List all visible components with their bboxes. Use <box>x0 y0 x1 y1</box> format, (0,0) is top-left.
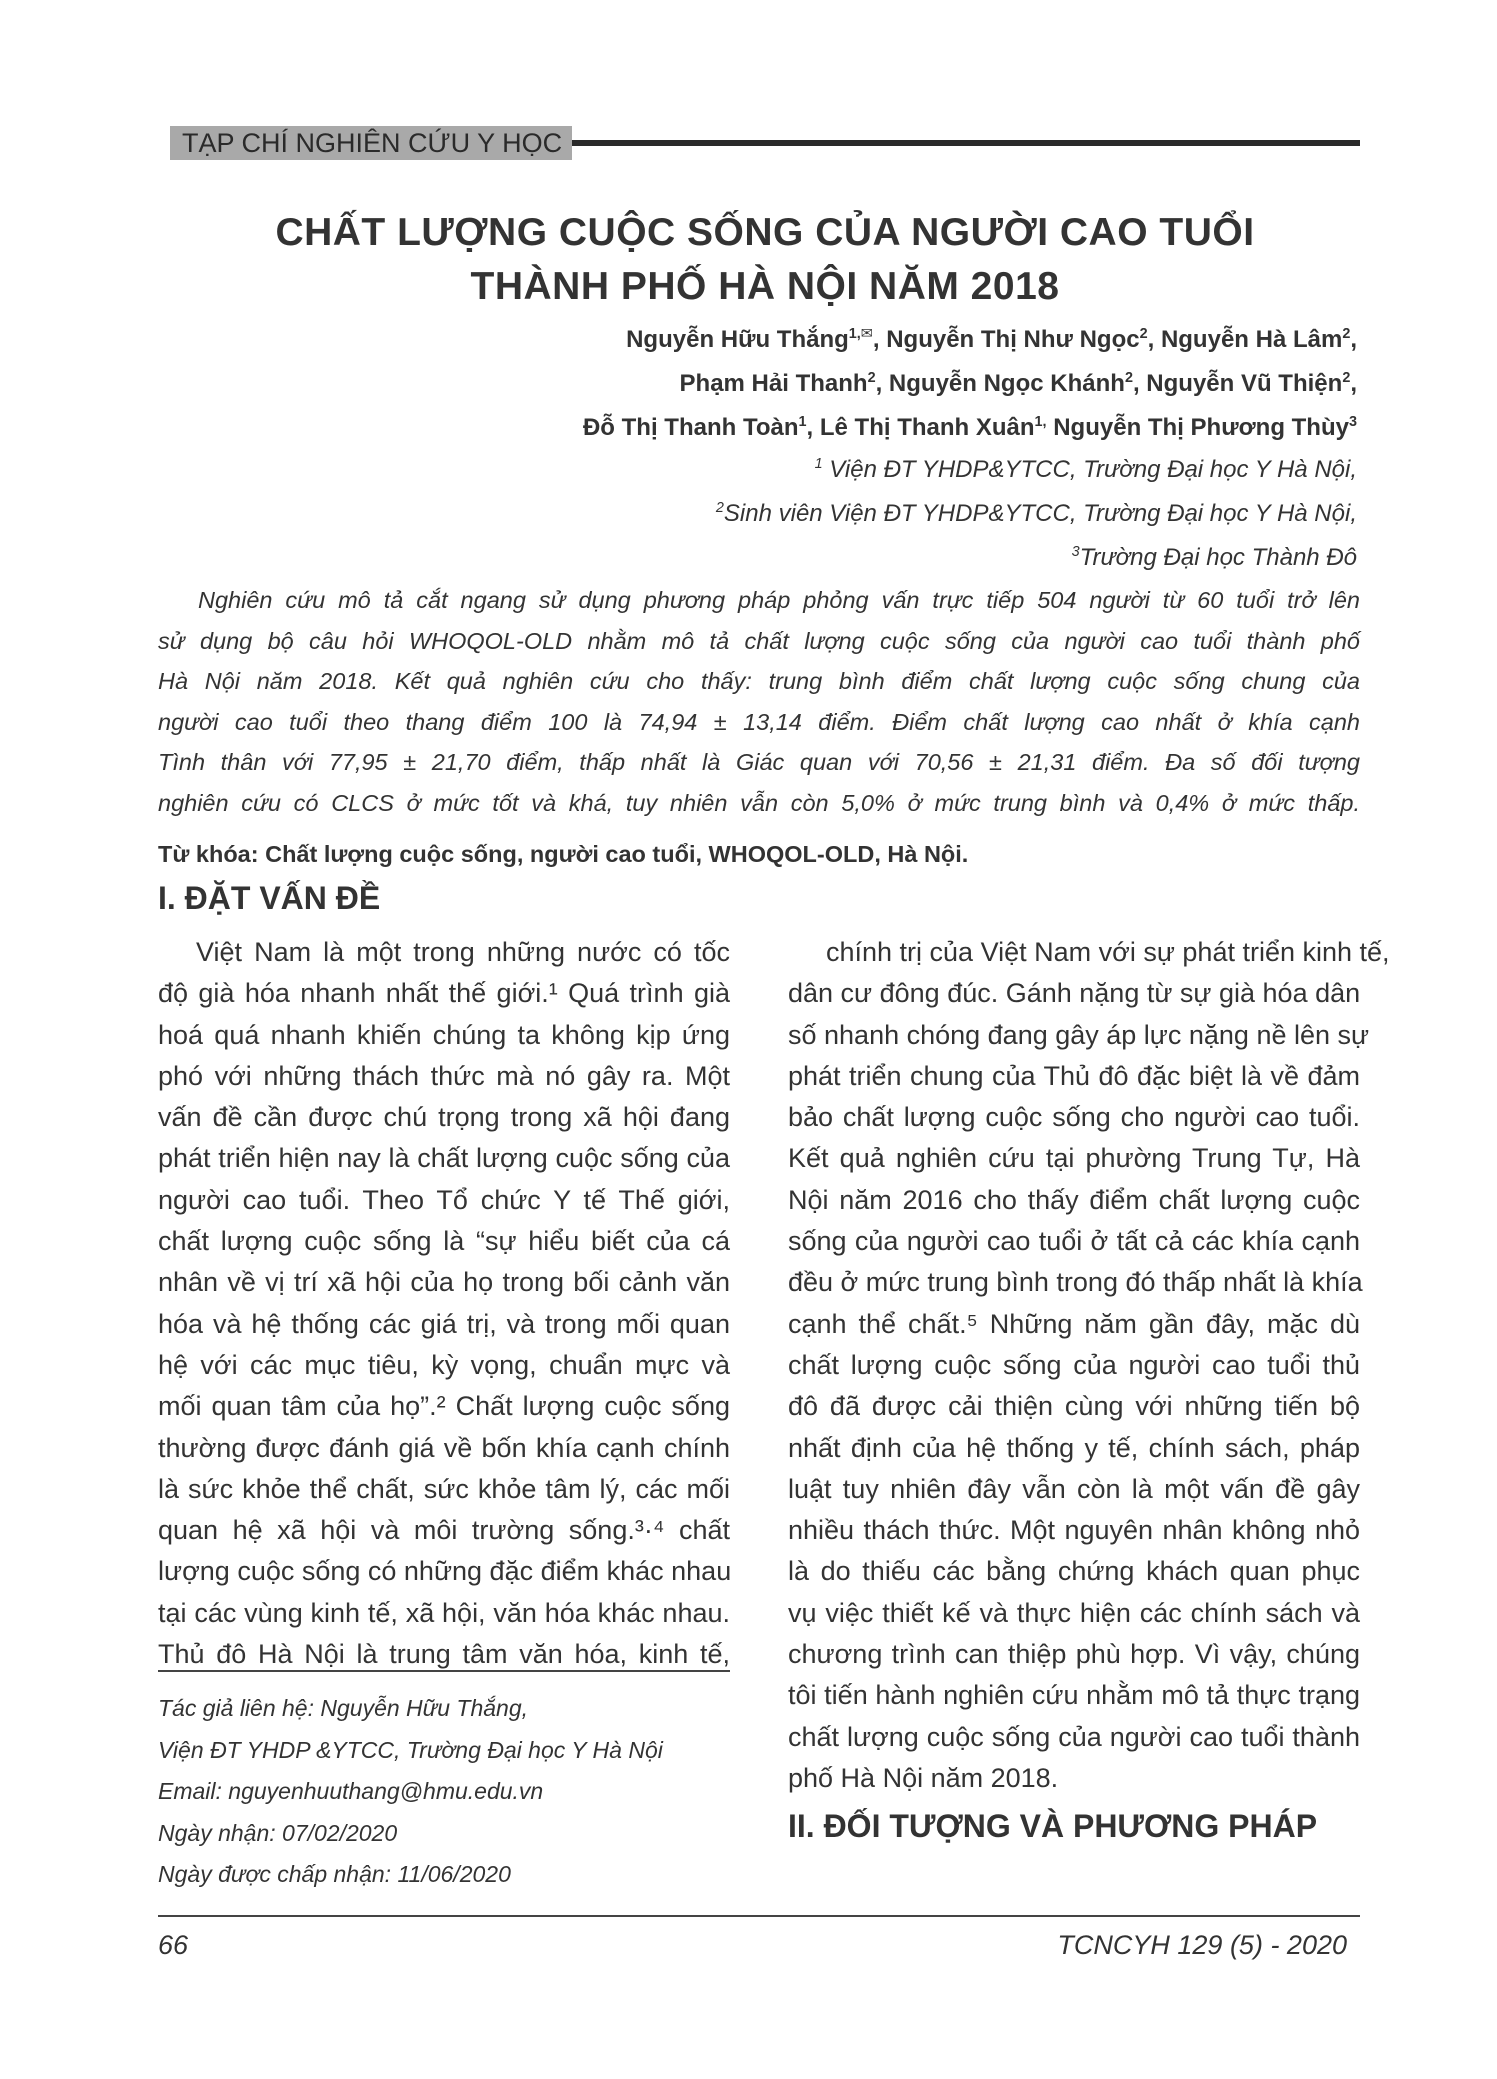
author-separator: , <box>1350 326 1357 353</box>
affiliation-text: Viện ĐT YHDP&YTCC, Trường Đại học Y Hà Nội, <box>822 456 1357 483</box>
affiliation-line <box>257 536 1357 580</box>
section-title-introduction: I. ĐẶT VẤN ĐỀ <box>158 880 381 916</box>
abstract-line: sử dụng bộ câu hỏi WHOQOL-OLD nhằm mô tả chất lượng cuộc sống của người cao tuổi thành phố <box>158 627 1360 654</box>
paragraph-line: phát triển hiện nay là chất lượng cuộc sống của <box>158 1143 730 1174</box>
title-line-1: CHẤT LƯỢNG CUỘC SỐNG CỦA NGƯỜI CAO TUỔI <box>275 211 1255 254</box>
paragraph-line: đô đã được cải thiện cùng với những tiến bộ <box>788 1391 1360 1422</box>
author-affiliation-mark: 1,✉ <box>848 326 873 342</box>
footnote-line: Ngày nhận: 07/02/2020 <box>158 1819 398 1846</box>
affiliation-text: Sinh viên Viện ĐT YHDP&YTCC, Trường Đại học Y Hà Nội, <box>723 500 1357 527</box>
affiliation-mark: 1 <box>814 456 823 472</box>
section-title-methods: II. ĐỐI TƯỢNG VÀ PHƯƠNG PHÁP <box>788 1808 1318 1844</box>
author-name: Nguyễn Hữu Thắng <box>626 326 849 353</box>
paragraph-line: Kết quả nghiên cứu tại phường Trung Tự, Hà <box>788 1143 1360 1174</box>
author-name: Nguyễn Thị Phương Thùy <box>1053 414 1349 441</box>
author-affiliation-mark: 1 <box>798 414 807 430</box>
author-name: Đỗ Thị Thanh Toàn <box>582 414 799 441</box>
author-name: Phạm Hải Thanh <box>679 370 868 397</box>
footnote-line: Viện ĐT YHDP &YTCC, Trường Đại học Y Hà Nội <box>158 1736 663 1763</box>
paragraph-line: độ già hóa nhanh nhất thế giới.¹ Quá trình già <box>158 978 730 1009</box>
paragraph-line: mối quan tâm của họ”.² Chất lượng cuộc sống <box>158 1391 730 1422</box>
affiliation-mark: 2 <box>715 500 724 516</box>
paragraph-line: chất lượng cuộc sống của người cao tuổi thủ <box>788 1349 1360 1380</box>
right-column-text <box>788 932 1390 1799</box>
abstract-line: nghiên cứu có CLCS ở mức tốt và khá, tuy nhiên vẫn còn 5,0% ở mức trung bình và 0,4% ở mức thấp. <box>158 789 1360 816</box>
title-line-2: THÀNH PHỐ HÀ NỘI NĂM 2018 <box>470 265 1060 308</box>
footnote-rule <box>158 1670 730 1672</box>
author-name: Nguyễn Ngọc Khánh <box>888 370 1125 397</box>
paragraph-line: Nội năm 2016 cho thấy điểm chất lượng cuộc <box>788 1184 1360 1215</box>
author-affiliation-mark: 3 <box>1348 414 1357 430</box>
paragraph-line: Thủ đô Hà Nội là trung tâm văn hóa, kinh tế, <box>158 1639 730 1670</box>
author-name: Lê Thị Thanh Xuân <box>819 414 1035 441</box>
abstract-line: người cao tuổi theo thang điểm 100 là 74,94 ± 13,14 điểm. Điểm chất lượng cao nhất ở khía cạnh <box>158 708 1360 735</box>
paragraph-line: phó với những thách thức mà nó gây ra. Một <box>158 1060 730 1091</box>
paragraph-line: chính trị của Việt Nam với sự phát triển kinh tế, <box>826 937 1390 967</box>
paragraph-line: Việt Nam là một trong những nước có tốc <box>196 937 730 967</box>
paragraph-line: là sức khỏe thể chất, sức khỏe tâm lý, các mối <box>158 1473 730 1504</box>
paragraph-line: sống của người cao tuổi ở tất cả các khía cạnh <box>788 1226 1360 1257</box>
paragraph-line: phố Hà Nội năm 2018. <box>788 1762 1059 1793</box>
paragraph-line: chương trình can thiệp phù hợp. Vì vậy, chúng <box>788 1639 1360 1670</box>
abstract-line: Nghiên cứu mô tả cắt ngang sử dụng phương pháp phỏng vấn trực tiếp 504 người từ 60 tuổi trở lên <box>198 587 1360 613</box>
paragraph-line: tại các vùng kinh tế, xã hội, văn hóa khác nhau. <box>158 1597 730 1628</box>
paragraph-line: tôi tiến hành nghiên cứu nhằm mô tả thực trạng <box>788 1680 1360 1711</box>
abstract <box>158 580 1360 823</box>
author-separator: , <box>1147 326 1161 353</box>
author-separator: , <box>1132 370 1147 397</box>
paragraph-line: phát triển chung của Thủ đô đặc biệt là về đảm <box>788 1060 1360 1091</box>
paragraph-line: hóa và hệ thống các giá trị, và trong mối quan <box>158 1308 730 1339</box>
paragraph-line: nhiều thách thức. Một nguyên nhân không nhỏ <box>788 1515 1360 1546</box>
affiliation-line <box>257 448 1357 492</box>
affiliation-list <box>257 448 1357 580</box>
paragraph-line: hoá quá nhanh khiến chúng ta không kịp ứng <box>158 1019 730 1050</box>
paragraph-line: nhất định của hệ thống y tế, chính sách, pháp <box>788 1432 1360 1463</box>
author-line <box>257 318 1357 362</box>
footnote-line: Ngày được chấp nhận: 11/06/2020 <box>158 1861 511 1887</box>
author-separator: , <box>872 326 887 353</box>
paragraph-line: số nhanh chóng đang gây áp lực nặng nề lên sự <box>788 1019 1370 1050</box>
author-line <box>257 362 1357 406</box>
correspondence-footnote <box>158 1688 758 1896</box>
journal-reference: TCNCYH 129 (5) - 2020 <box>1057 1930 1347 1960</box>
author-name: Nguyễn Thị Như Ngọc <box>886 326 1140 353</box>
paragraph-line: là do thiếu các bằng chứng khách quan phục <box>788 1556 1360 1587</box>
abstract-line: Hà Nội năm 2018. Kết quả nghiên cứu cho thấy: trung bình điểm chất lượng cuộc sống chung của <box>158 668 1360 694</box>
paragraph-line: hệ với các mục tiêu, kỳ vọng, chuẩn mực và <box>158 1349 730 1380</box>
paragraph-line: cạnh thể chất.⁵ Những năm gần đây, mặc dù <box>788 1308 1360 1339</box>
paragraph-line: vấn đề cần được chú trọng trong xã hội đang <box>158 1102 730 1133</box>
affiliation-text: Trường Đại học Thành Đô <box>1079 544 1357 571</box>
footnote-line: Tác giả liên hệ: Nguyễn Hữu Thắng, <box>158 1695 529 1721</box>
paragraph-line: thường được đánh giá về bốn khía cạnh chính <box>158 1432 730 1463</box>
affiliation-mark: 3 <box>1071 544 1080 560</box>
paragraph-line: vụ việc thiết kế và thực hiện các chính sách và <box>788 1597 1360 1628</box>
paragraph-line: nhân về vị trí xã hội của họ trong bối cảnh văn <box>158 1267 730 1298</box>
paragraph-line: bảo chất lượng cuộc sống cho người cao tuổi. <box>788 1102 1360 1133</box>
article-title <box>170 206 1360 314</box>
author-list <box>257 318 1357 450</box>
paragraph-line: chất lượng cuộc sống là “sự hiểu biết của cá <box>158 1226 730 1257</box>
paragraph-line: người cao tuổi. Theo Tổ chức Y tế Thế giới, <box>158 1184 730 1215</box>
journal-header <box>170 126 1360 160</box>
paragraph-line: đều ở mức trung bình trong đó thấp nhất là khía <box>788 1267 1363 1298</box>
author-name: Nguyễn Vũ Thiện <box>1146 370 1343 397</box>
author-separator: , <box>1350 370 1357 397</box>
author-separator: , <box>806 414 820 441</box>
header-rule <box>572 140 1360 146</box>
author-affiliation-mark: 1, <box>1034 414 1047 430</box>
author-name: Nguyễn Hà Lâm <box>1160 326 1343 353</box>
page-number: 66 <box>158 1930 189 1960</box>
author-affiliation-mark: 2 <box>1139 326 1148 342</box>
author-separator: , <box>875 370 889 397</box>
author-affiliation-mark: 2 <box>1342 370 1351 386</box>
paragraph-line: dân cư đông đúc. Gánh nặng từ sự già hóa dân <box>788 978 1361 1009</box>
author-line <box>257 406 1357 450</box>
author-affiliation-mark: 2 <box>1124 370 1133 386</box>
abstract-line: Tình thân với 77,95 ± 21,70 điểm, thấp nhất là Giác quan với 70,56 ± 21,31 điểm. Đa số đối tượng <box>158 749 1360 775</box>
journal-name: TẠP CHÍ NGHIÊN CỨU Y HỌC <box>170 126 572 160</box>
paragraph-line: chất lượng cuộc sống của người cao tuổi thành <box>788 1721 1360 1752</box>
paragraph-line: luật tuy nhiên đây vẫn còn là một vấn đề gây <box>788 1473 1360 1504</box>
footnote-line: Email: nguyenhuuthang@hmu.edu.vn <box>158 1778 544 1804</box>
left-column-text <box>158 932 730 1675</box>
keywords: Từ khóa: Chất lượng cuộc sống, người cao tuổi, WHOQOL-OLD, Hà Nội. <box>158 841 969 867</box>
affiliation-line <box>257 492 1357 536</box>
paragraph-line: quan hệ xã hội và môi trường sống.³·⁴ chất <box>158 1515 730 1546</box>
footer-rule <box>158 1915 1360 1917</box>
author-affiliation-mark: 2 <box>1342 326 1351 342</box>
paragraph-line: lượng cuộc sống có những đặc điểm khác nhau <box>158 1556 732 1587</box>
author-affiliation-mark: 2 <box>867 370 876 386</box>
